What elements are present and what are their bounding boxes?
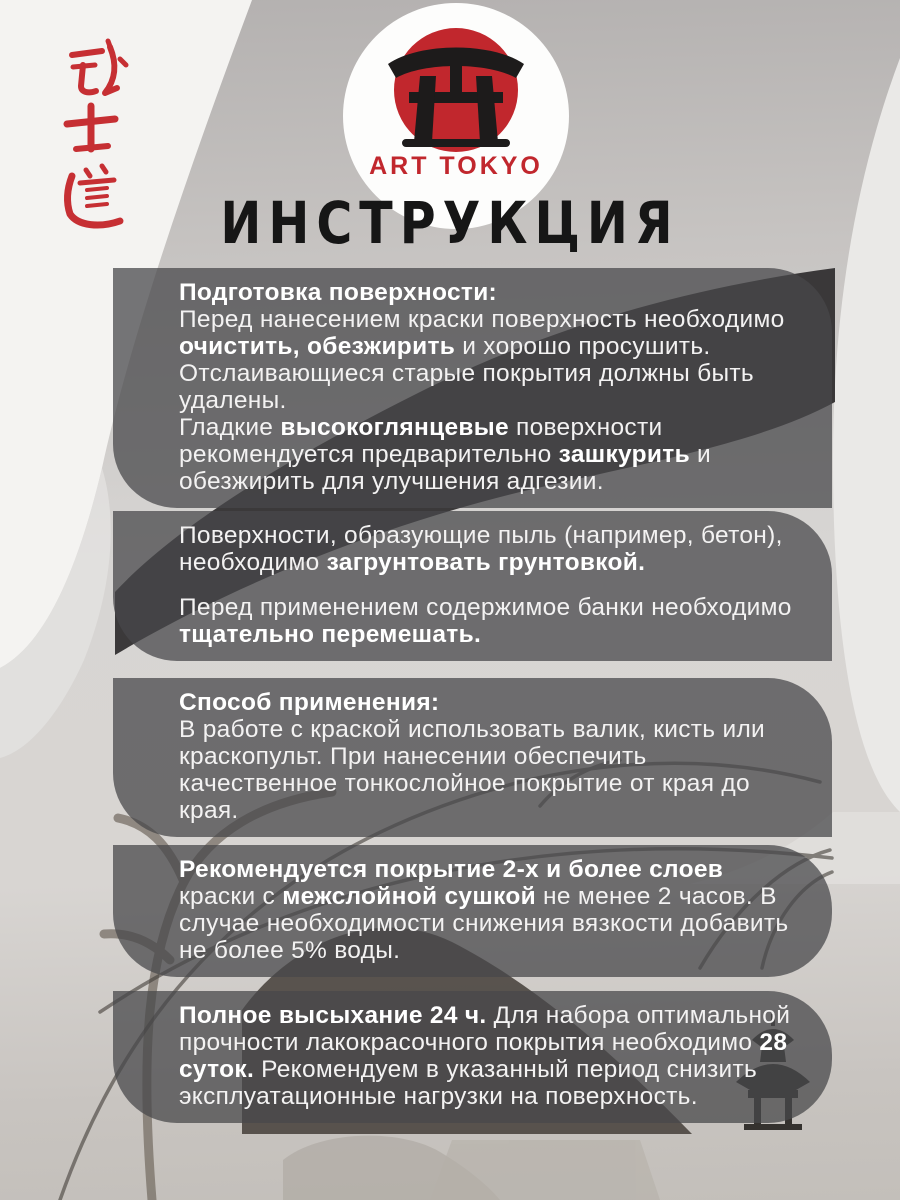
run: Для набора оптимальной прочности лакокрасочного покрытия необходимо: [179, 1002, 791, 1056]
paragraph: [179, 857, 798, 965]
section-layers: [113, 845, 832, 977]
emphasis-run: Рекомендуется покрытие 2-х и более слоев: [179, 856, 724, 883]
section-priming: [113, 511, 832, 661]
run: Перед применением содержимое банки необходимо: [179, 593, 792, 621]
paragraph: [179, 717, 798, 825]
run: Поверхности, образующие пыль (например, бетон), необходимо: [179, 522, 783, 576]
light-right-shape: [833, 58, 900, 812]
run: не менее 2 часов. В случае необходимости снижения вязкости добавить не более 5% воды.: [179, 882, 789, 964]
emphasis-run: межслойной сушкой: [282, 882, 536, 910]
run: Гладкие: [179, 413, 281, 441]
section-drying: [113, 991, 832, 1123]
section-surface-preparation: [113, 268, 832, 508]
run: Рекомендуем в указанный период снизить эксплуатационные нагрузки на поверхность.: [179, 1055, 758, 1110]
emphasis-run: загрунтовать грунтовкой.: [326, 548, 646, 576]
emphasis-run: Полное высыхание 24 ч.: [179, 1002, 487, 1029]
section-heading: [179, 280, 798, 307]
section-heading: [179, 690, 798, 717]
run: Перед нанесением краски поверхность необходимо: [179, 305, 785, 333]
shadow-torii: [430, 1140, 660, 1200]
paragraph: [179, 595, 798, 649]
run: поверхности рекомендуется предварительно: [179, 413, 663, 468]
section-application-method: [113, 678, 832, 837]
heading-text: Способ применения:: [179, 689, 440, 716]
run: и обезжирить для улучшения адгезии.: [179, 440, 712, 495]
run: В работе с краской использовать валик, кисть или краскопульт. При нанесении обеспечить качественное тонкослойное покрытие от края до края.: [179, 715, 766, 824]
heading-text: Подготовка поверхности:: [179, 279, 498, 306]
paragraph: [179, 307, 798, 415]
run: краски с: [179, 882, 283, 910]
page-title: ИНСТРУКЦИЯ: [220, 190, 680, 258]
paragraph: [179, 415, 798, 496]
emphasis-run: тщательно перемешать.: [179, 620, 482, 648]
emphasis-run: 28 суток.: [179, 1028, 788, 1083]
paragraph: [179, 523, 798, 577]
emphasis-run: высокоглянцевые: [280, 413, 509, 441]
paragraph: [179, 1003, 798, 1111]
emphasis-run: очистить, обезжирить: [179, 332, 456, 360]
logo-brand-name: ART TOKYO: [369, 152, 543, 180]
emphasis-run: зашкурить: [558, 440, 690, 468]
run: и хорошо просушить. Отслаивающиеся старые покрытия должны быть удалены.: [179, 332, 754, 414]
